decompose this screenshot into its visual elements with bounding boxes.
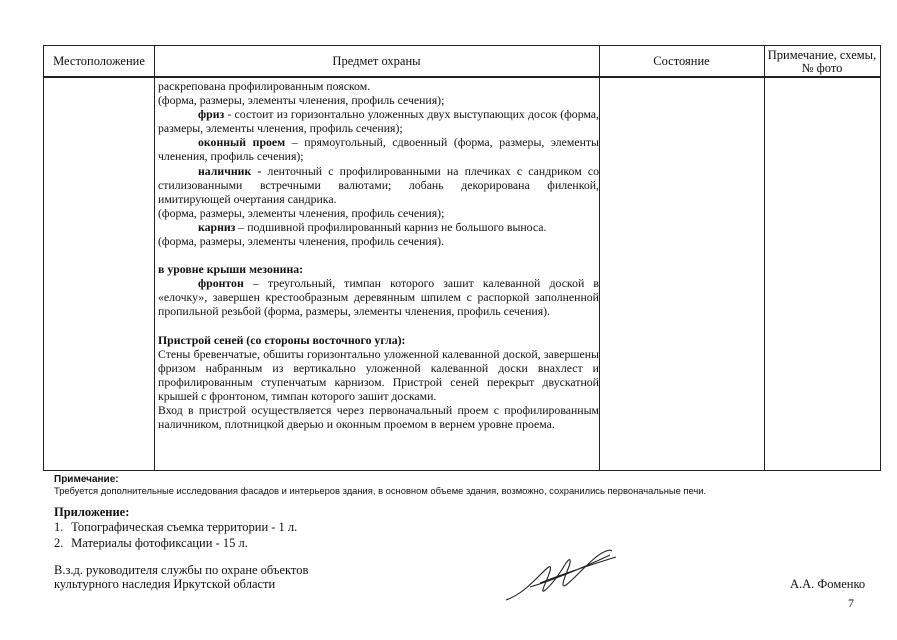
frieze-term: фриз bbox=[198, 107, 225, 122]
handwritten-signature bbox=[500, 545, 620, 605]
column-divider bbox=[764, 46, 765, 470]
pediment-paragraph: фронтон – треугольный, тимпан которого зашит калеванной доской в «елочку», завершен крестообразным деревянным шпилем с распоркой заполненной пропильной резьбой (форма, размеры, элементы членения, профиль сечения). bbox=[158, 276, 599, 319]
appendix-item: 1. Топографическая съемка территории - 1 л. bbox=[54, 520, 298, 534]
porch-heading: Пристрой сеней (со стороны восточного угла): bbox=[158, 332, 406, 347]
roof-heading: в уровне крыши мезонина: bbox=[158, 262, 304, 277]
frieze-paragraph: фриз - состоит из горизонтально уложенных двух выступающих досок (форма, размеры, элементы членения, профиль сечения); bbox=[158, 107, 599, 136]
window-paragraph: оконный проем – прямоугольный, сдвоенный (форма, размеры, элементы членения, профиль сечения); bbox=[158, 135, 599, 164]
pediment-term: фронтон bbox=[198, 276, 244, 291]
trim-term: наличник - bbox=[198, 163, 262, 178]
text-line: (форма, размеры, элементы членения, профиль сечения); bbox=[158, 93, 445, 108]
header-location: Местоположение bbox=[53, 54, 145, 68]
header-subject: Предмет охраны bbox=[332, 54, 421, 68]
page-number: 7 bbox=[848, 596, 854, 610]
protection-table bbox=[43, 45, 881, 471]
cornice-paragraph: карниз – подшивной профилированный карниз не большого выноса. bbox=[198, 219, 547, 234]
text-line: раскрепована профилированным пояском. bbox=[158, 79, 371, 93]
window-term: оконный проем bbox=[198, 135, 286, 150]
entrance-paragraph: Вход в пристрой осуществляется через первоначальный проем с профилированным наличником, плотницкой дверью и оконным проемом в вернем уровне проема. bbox=[158, 402, 599, 432]
appendix-item: 2. Материалы фотофиксации - 15 л. bbox=[54, 536, 248, 550]
subject-cell bbox=[158, 79, 599, 431]
porch-paragraph: Стены бревенчатые, обшиты горизонтально уложенной калеванной доской, завершены фризом набранным из вертикально уложенной калеванной доски внахлест и профилированным ступенчатым карнизом. Пристрой сеней перекрыт двускатной крышей с фронтоном, тимпан которого зашит досками. bbox=[158, 346, 599, 403]
signer-name: А.А. Фоменко bbox=[790, 577, 866, 591]
trim-paragraph: наличник - ленточный с профилированными на плечиках с сандриком со стилизованными встречными валютами; лобань декорирована филенкой, имитирующей очертания сандрика. bbox=[158, 163, 599, 206]
header-condition: Состояние bbox=[653, 54, 710, 68]
note-text: Требуется дополнительные исследования фасадов и интерьеров здания, в основном объеме здания, возможно, сохранились первоначальные печи. bbox=[54, 485, 707, 496]
column-divider bbox=[154, 46, 155, 470]
note-title: Примечание: bbox=[54, 474, 119, 485]
header-note: Примечание, схемы, № фото bbox=[767, 47, 877, 75]
text-line: (форма, размеры, элементы членения, профиль сечения); bbox=[158, 205, 445, 220]
signer-position: В.з.д. руководителя службы по охране объектов культурного наследия Иркутской области bbox=[54, 563, 309, 591]
appendix-title: Приложение: bbox=[54, 505, 130, 519]
cornice-term: карниз bbox=[198, 219, 236, 234]
text-line: (форма, размеры, элементы членения, профиль сечения). bbox=[158, 234, 445, 249]
appendix-list bbox=[54, 519, 297, 551]
column-divider bbox=[599, 46, 600, 470]
